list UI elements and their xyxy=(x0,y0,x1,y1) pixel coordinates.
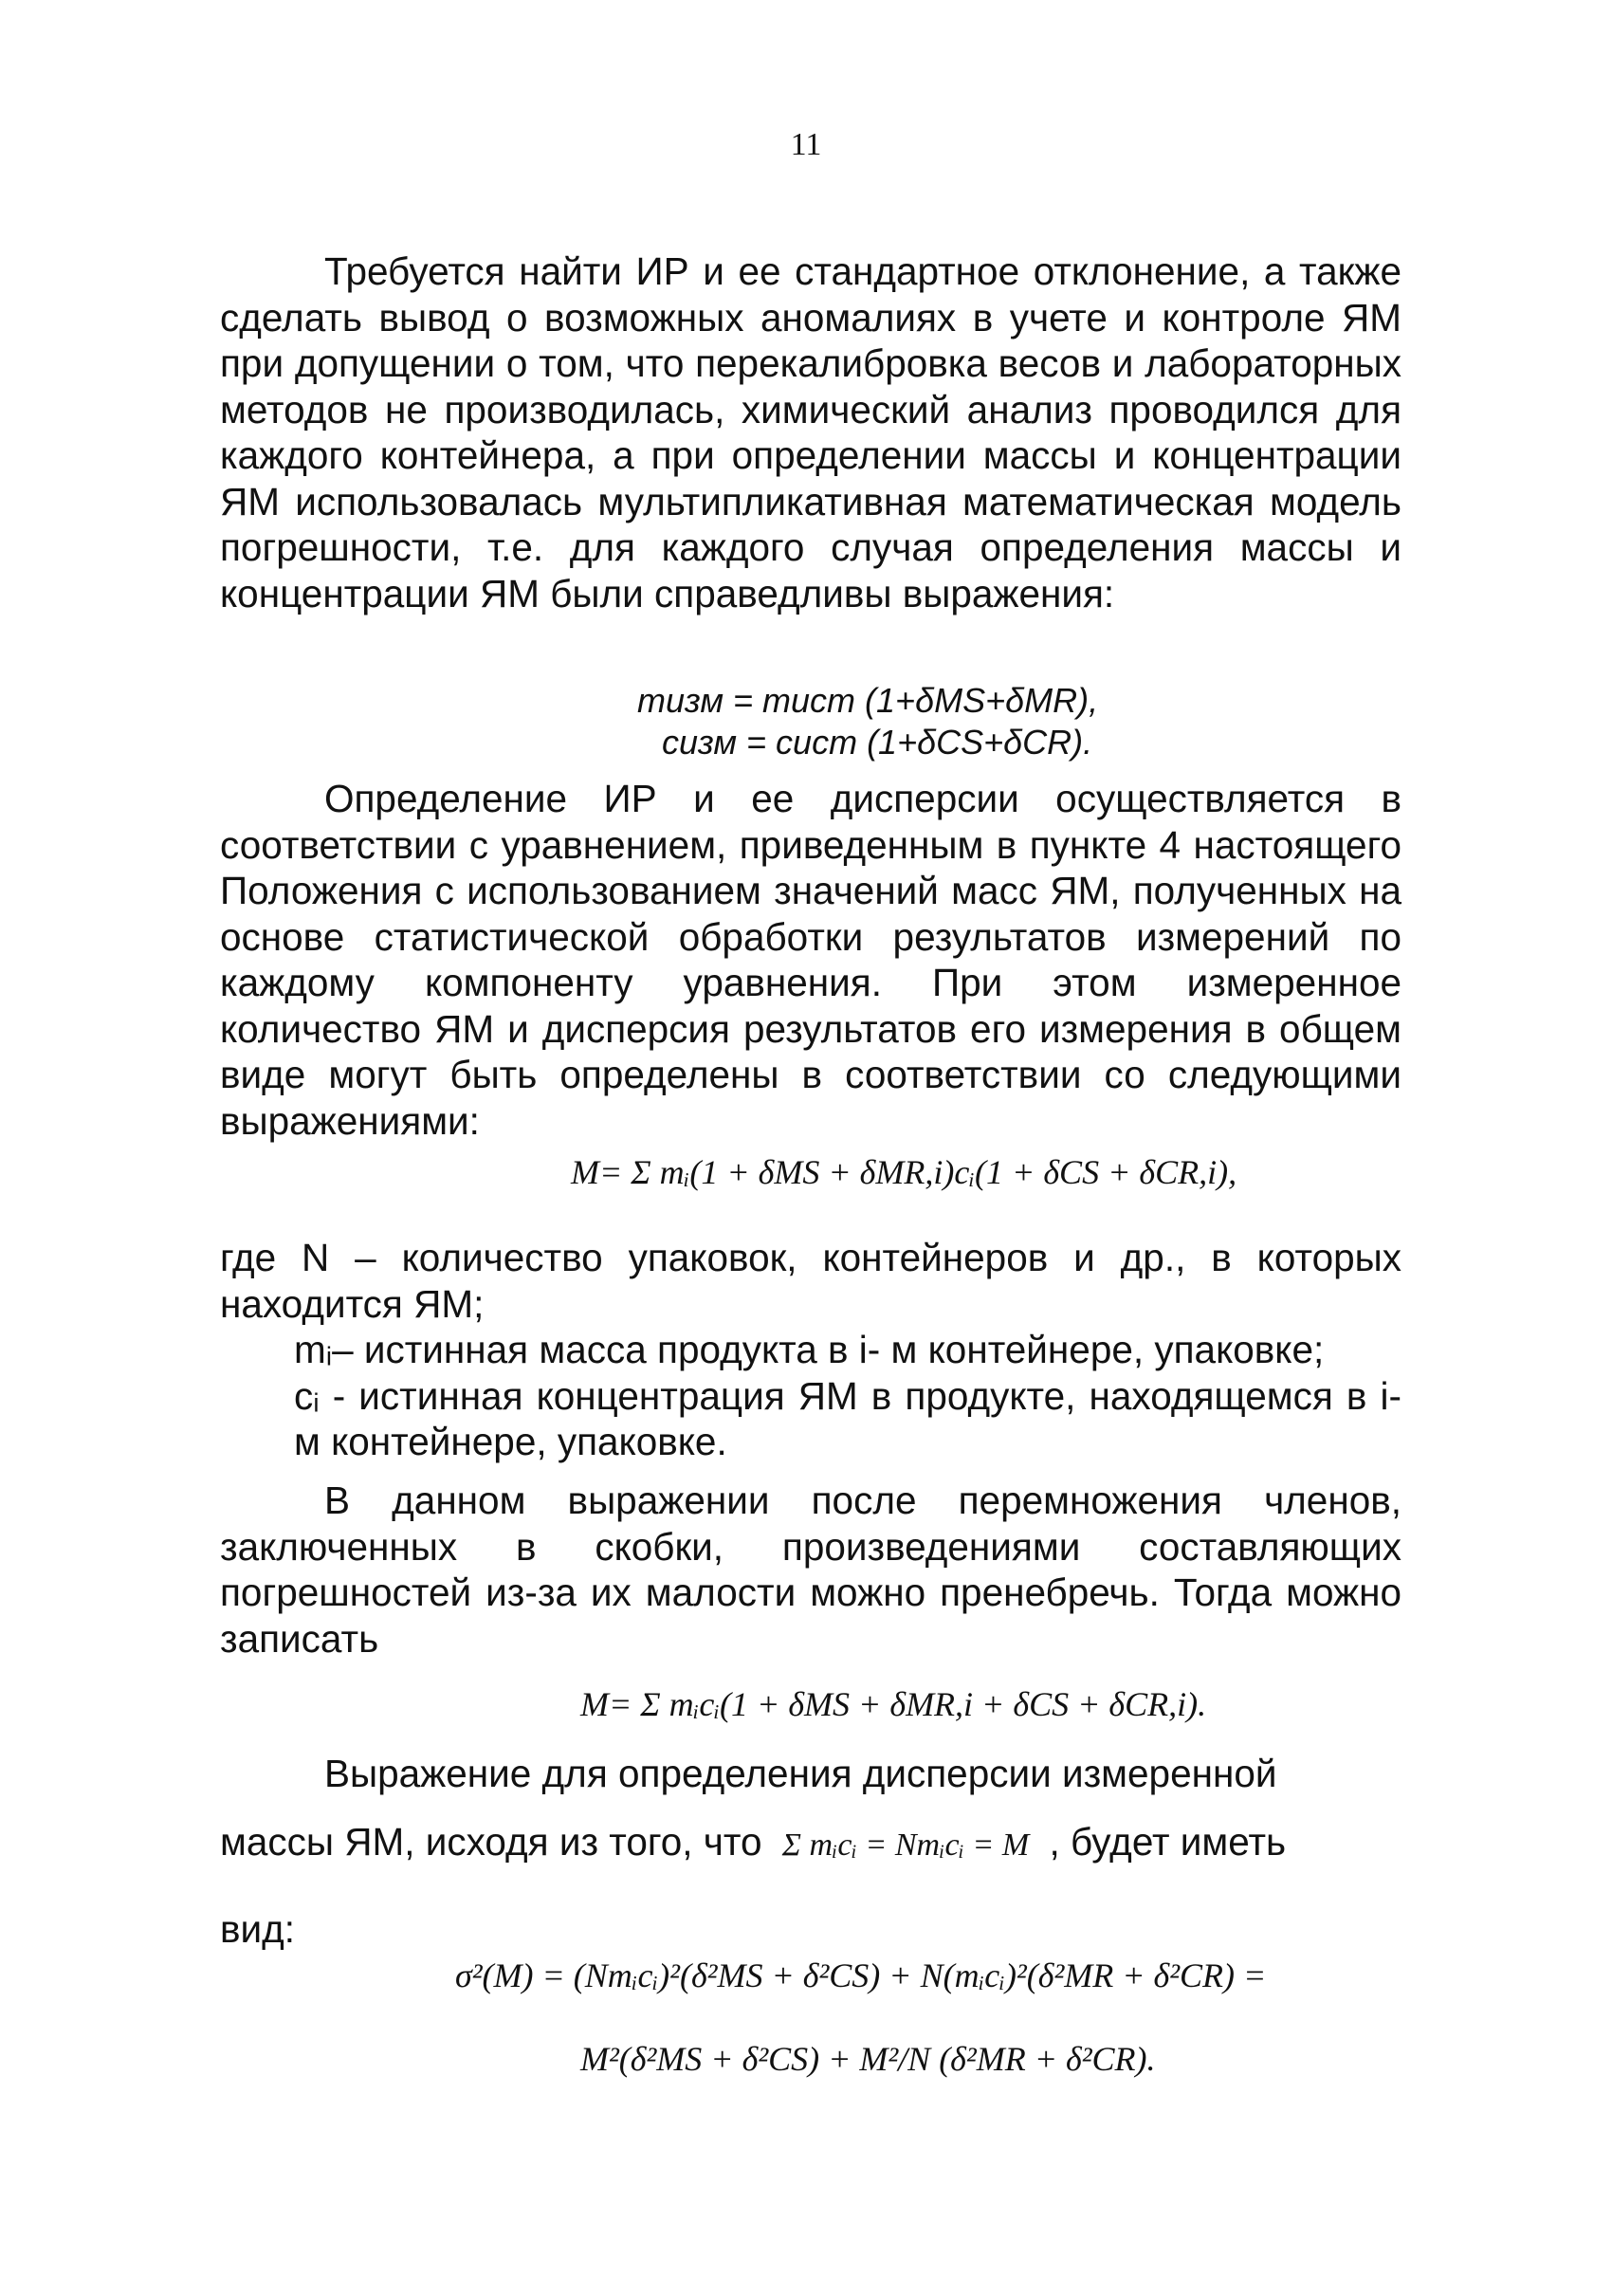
formula-M-full xyxy=(571,1152,1236,1192)
where-line-3: cᵢ - истинная концентрация ЯМ в продукте, находящемся в i- м контейнере, упаковке. xyxy=(294,1373,1401,1463)
mass-line-tail-block xyxy=(220,1906,1401,1953)
mass-line-tail: вид: xyxy=(220,1907,296,1951)
formula-c-izm xyxy=(662,723,1092,762)
formula-sigma-line-1 xyxy=(455,1956,1266,1995)
formula-c-izm-text: cизм = cист (1+δCS+δCR). xyxy=(662,723,1093,762)
paragraph-4-block xyxy=(220,1751,1401,1797)
paragraph-3-block xyxy=(220,1478,1401,1662)
paragraph-3: В данном выражении после перемножения членов, заключенных в скобки, произведениями составляющих погрешностей из-за их малости можно пренебречь. Тогда можно записать xyxy=(220,1479,1401,1661)
formula-sigma-line-1-text: σ²(M) = (Nmᵢcᵢ)²(δ²MS + δ²CS) + N(mᵢcᵢ)²(δ²MR + δ²CR) = xyxy=(455,1956,1267,1994)
where-block xyxy=(220,1235,1401,1465)
paragraph-1: Требуется найти ИР и ее стандартное отклонение, а также сделать вывод о возможных аномалиях в учете и контроле ЯМ при допущении о том, что перекалибровка весов и лабораторных методов не производилась, химический анализ проводился для каждого контейнера, а при определении массы и концентрации ЯМ использовалась мультипликативная математическая модель погрешности, т.е. для каждого случая определения массы и концентрации ЯМ были справедливы выражения: xyxy=(220,249,1401,615)
formula-M-simplified xyxy=(580,1684,1206,1724)
where-line-1: где N – количество упаковок, контейнеров и др., в которых находится ЯМ; xyxy=(220,1236,1401,1326)
formula-m-izm xyxy=(637,681,1098,721)
paragraph-4: Выражение для определения дисперсии измеренной xyxy=(324,1752,1277,1795)
formula-sigma-line-2 xyxy=(580,2039,1156,2079)
paragraph-2-block xyxy=(220,776,1401,1144)
mass-line-before: массы ЯМ, исходя из того, что xyxy=(220,1820,762,1864)
page-number: 11 xyxy=(790,127,822,162)
paragraph-2: Определение ИР и ее дисперсии осуществляется в соответствии с уравнением, приведенным в пункте 4 настоящего Положения с использованием значений масс ЯМ, полученных на основе статистической обработки результатов измерений по каждому компоненту уравнения. При этом измеренное количество ЯМ и дисперсия результатов его измерения в общем виде могут быть определены в соответствии со следующими выражениями: xyxy=(220,777,1401,1143)
formula-m-izm-text: mизм = mист (1+δMS+δMR), xyxy=(637,681,1099,720)
mass-line xyxy=(220,1819,1401,1869)
formula-sigma-line-2-text: M²(δ²MS + δ²CS) + M²/N (δ²MR + δ²CR). xyxy=(580,2040,1156,2078)
paragraph-1-block xyxy=(220,248,1401,616)
formula-M-full-text: M= Σ mᵢ(1 + δMS + δMR,i)cᵢ(1 + δCS + δCR,i), xyxy=(571,1153,1237,1191)
formula-sum-identity: Σ mᵢcᵢ = Nmᵢcᵢ = M xyxy=(781,1828,1030,1863)
mass-line-after: , будет иметь xyxy=(1049,1820,1287,1864)
formula-M-simplified-text: M= Σ mᵢcᵢ(1 + δMS + δMR,i + δCS + δCR,i). xyxy=(580,1685,1207,1723)
where-line-2: mᵢ– истинная масса продукта в i- м контейнере, упаковке; xyxy=(294,1328,1325,1371)
